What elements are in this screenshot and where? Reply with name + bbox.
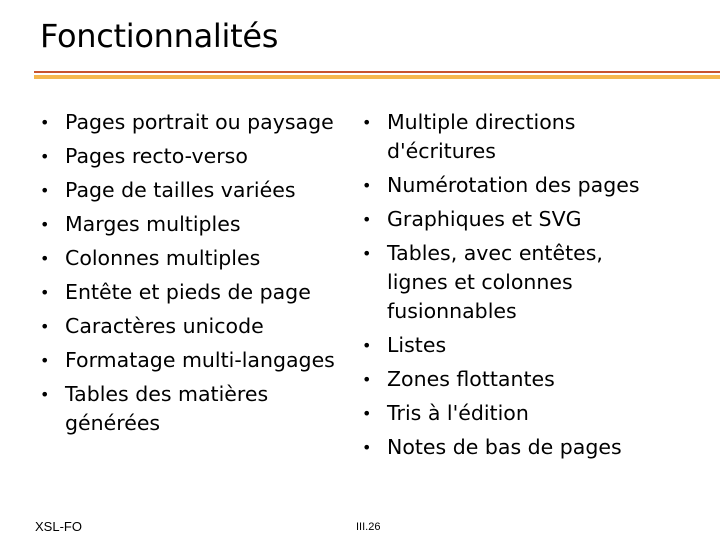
bullet-icon: • <box>40 351 50 370</box>
list-item <box>362 239 712 326</box>
list-item <box>362 331 712 360</box>
bullet-icon: • <box>362 244 372 263</box>
left-bullet-list <box>40 108 360 443</box>
list-item-text: Notes de bas de pages <box>387 435 622 459</box>
list-item-text: Marges multiples <box>65 212 241 236</box>
list-item <box>362 365 712 394</box>
list-item <box>362 171 712 200</box>
list-item <box>362 108 712 166</box>
list-item-text: Numérotation des pages <box>387 173 640 197</box>
bullet-icon: • <box>362 113 372 132</box>
list-item-text: Tris à l'édition <box>387 401 529 425</box>
bullet-icon: • <box>362 438 372 457</box>
bullet-icon: • <box>362 404 372 423</box>
right-bullet-list <box>362 108 712 467</box>
list-item <box>40 278 360 307</box>
page-number: III.26 <box>356 521 381 533</box>
bullet-icon: • <box>362 210 372 229</box>
footer-label: XSL-FO <box>35 519 82 534</box>
list-item-text: Pages portrait ou paysage <box>65 110 334 134</box>
bullet-icon: • <box>40 283 50 302</box>
list-item-text: Colonnes multiples <box>65 246 261 270</box>
list-item <box>40 312 360 341</box>
list-item-text: Zones flottantes <box>387 367 555 391</box>
list-item <box>362 205 712 234</box>
list-item-text: Pages recto-verso <box>65 144 248 168</box>
list-item-text: Listes <box>387 333 447 357</box>
bullet-icon: • <box>40 147 50 166</box>
list-item <box>40 142 360 171</box>
list-item-text: Graphiques et SVG <box>387 207 582 231</box>
bullet-icon: • <box>362 336 372 355</box>
list-item <box>40 210 360 239</box>
list-item <box>40 176 360 205</box>
list-item-text: Page de tailles variées <box>65 178 296 202</box>
bullet-icon: • <box>362 370 372 389</box>
list-item-text: Entête et pieds de page <box>65 280 311 304</box>
list-item-text: Multiple directions d'écritures <box>387 110 576 163</box>
bullet-icon: • <box>40 385 50 404</box>
list-item <box>40 380 360 438</box>
list-item <box>40 108 360 137</box>
title-rule-light <box>34 75 720 79</box>
bullet-icon: • <box>40 249 50 268</box>
list-item <box>40 244 360 273</box>
list-item-text: Tables des matières générées <box>65 382 269 435</box>
list-item-text: Formatage multi-langages <box>65 348 335 372</box>
list-item <box>40 346 360 375</box>
list-item <box>362 399 712 428</box>
bullet-icon: • <box>40 317 50 336</box>
list-item <box>362 433 712 462</box>
bullet-icon: • <box>40 215 50 234</box>
title-rule-dark <box>34 71 720 73</box>
bullet-icon: • <box>40 181 50 200</box>
bullet-icon: • <box>40 113 50 132</box>
list-item-text: Tables, avec entêtes, lignes et colonnes fusionnables <box>387 241 603 323</box>
list-item-text: Caractères unicode <box>65 314 264 338</box>
slide-title: Fonctionnalités <box>40 17 279 55</box>
bullet-icon: • <box>362 176 372 195</box>
